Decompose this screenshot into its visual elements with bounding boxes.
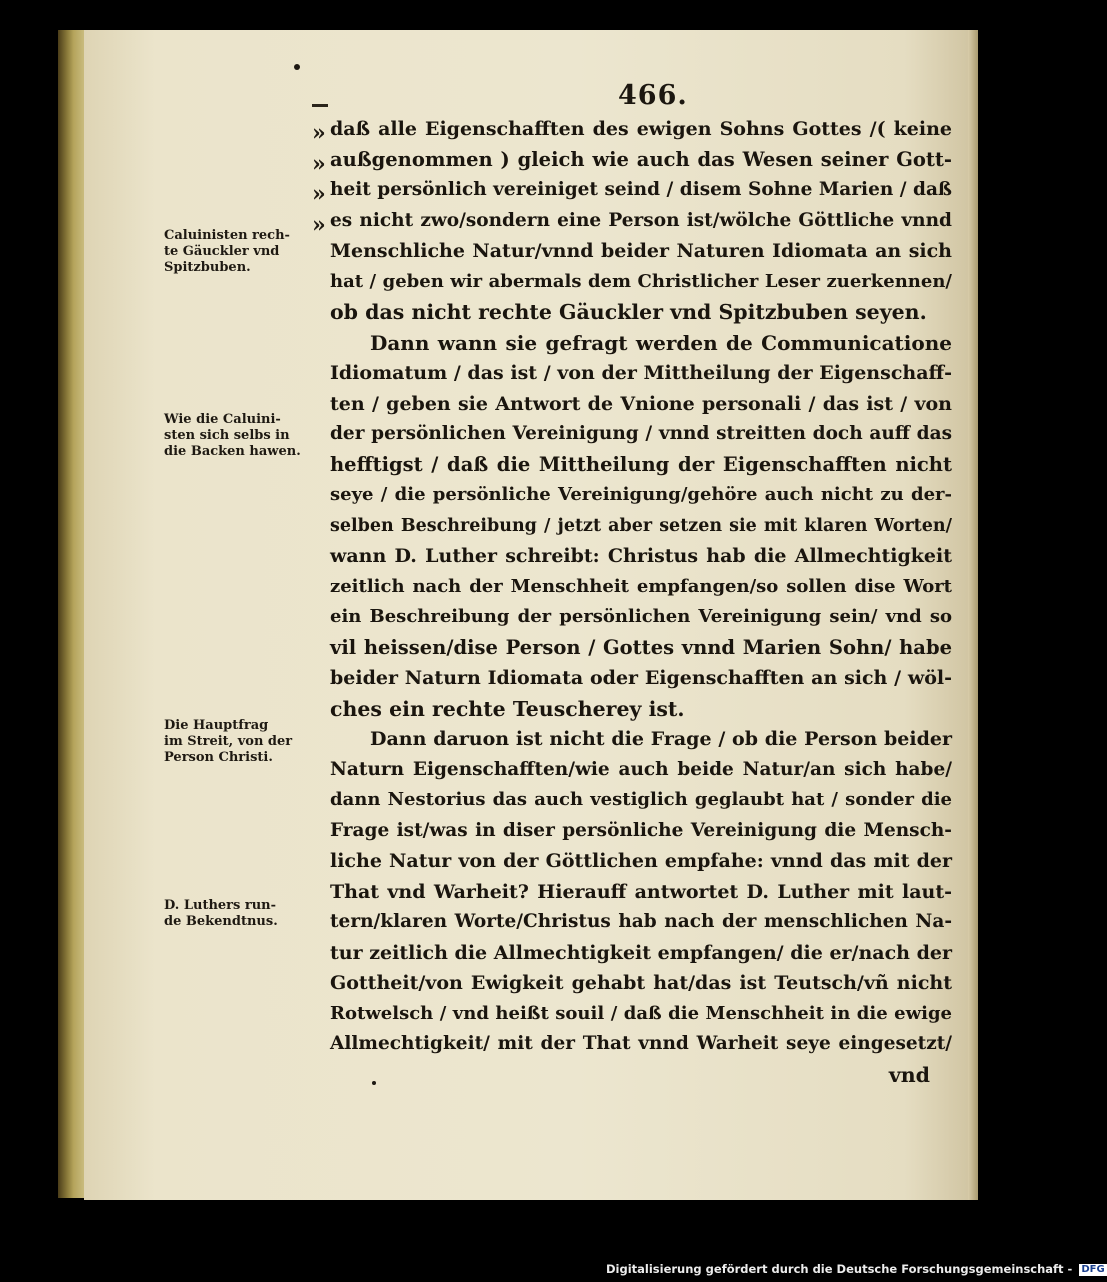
body-line: es nicht zwo/sondern eine Person ist/wölche Göttliche vnnd xyxy=(330,209,952,231)
body-line: vil heissen/dise Person / Gottes vnnd Marien Sohn/ habe xyxy=(330,635,952,659)
body-line: hefftigst / daß die Mittheilung der Eigenschafften nicht xyxy=(330,452,952,476)
digitization-footer xyxy=(606,1262,1107,1276)
body-line: außgenommen ) gleich wie auch das Wesen seiner Gott- xyxy=(330,147,952,171)
dfg-logo-icon: DFG xyxy=(1081,1263,1105,1275)
margin-note-line: Wie die Caluini- xyxy=(164,412,281,427)
body-line: dann Nestorius das auch vestiglich geglaubt hat / sonder die xyxy=(330,789,952,810)
page-right-edge xyxy=(968,30,978,1200)
body-line: ten / geben sie Antwort de Vnione personali / das ist / von xyxy=(330,392,952,415)
margin-note-line: Die Hauptfrag xyxy=(164,718,269,733)
body-line: der persönlichen Vereinigung / vnnd streitten doch auff das xyxy=(330,423,952,444)
body-line: Idiomatum / das ist / von der Mittheilung der Eigenschaff- xyxy=(330,362,952,384)
body-line: selben Beschreibung / jetzt aber setzen sie mit klaren Worten/ xyxy=(330,515,952,536)
body-line: ches ein rechte Teuscherey ist. xyxy=(330,696,685,721)
body-line: daß alle Eigenschafften des ewigen Sohns Gottes /( keine xyxy=(330,118,952,140)
margin-note-luther-confession xyxy=(164,898,324,930)
margin-note-line: D. Luthers run- xyxy=(164,898,277,913)
margin-note-line: Caluinisten rech- xyxy=(164,228,290,243)
body-line: tur zeitlich die Allmechtigkeit empfangen/ die er/nach der xyxy=(330,941,952,964)
ink-speck xyxy=(294,64,300,70)
quote-mark: » xyxy=(312,120,326,146)
margin-note-self-contradiction xyxy=(164,412,324,460)
quote-mark: » xyxy=(312,150,326,177)
page-number: 466. xyxy=(618,80,688,111)
margin-note-calvinists xyxy=(164,228,324,276)
margin-note-line: sten sich selbs in xyxy=(164,428,290,443)
body-line: wann D. Luther schreibt: Christus hab die Allmechtigkeit xyxy=(330,545,952,567)
body-line: Gottheit/von Ewigkeit gehabt hat/das ist Teutsch/vñ nicht xyxy=(330,972,952,994)
ink-dash xyxy=(312,104,328,107)
margin-note-line: Person Christi. xyxy=(164,750,273,765)
margin-note-line: im Streit, von der xyxy=(164,734,293,749)
body-line: Rotwelsch / vnd heißt souil / daß die Menschheit in die ewige xyxy=(330,1002,952,1024)
body-line: That vnd Warheit? Hierauff antwortet D. Luther mit laut- xyxy=(330,880,952,903)
body-line: ein Beschreibung der persönlichen Vereinigung sein/ vnd so xyxy=(330,606,952,627)
body-line: hat / geben wir abermals dem Christlicher Leser zuerkennen/ xyxy=(330,270,952,292)
margin-note-line: Spitzbuben. xyxy=(164,260,251,275)
margin-note-line: de Bekendtnus. xyxy=(164,914,278,929)
book-binding-edge xyxy=(58,30,84,1198)
body-line: Frage ist/was in diser persönliche Vereinigung die Mensch- xyxy=(330,819,952,841)
body-line: liche Natur von der Göttlichen empfahe: vnnd das mit der xyxy=(330,850,952,872)
body-line: Naturn Eigenschafften/wie auch beide Natur/an sich habe/ xyxy=(330,758,952,780)
body-line: ob das nicht rechte Gäuckler vnd Spitzbuben seyen. xyxy=(330,300,927,324)
body-line: tern/klaren Worte/Christus hab nach der menschlichen Na- xyxy=(330,911,952,932)
body-line: Allmechtigkeit/ mit der That vnnd Warheit seye eingesetzt/ xyxy=(330,1033,952,1054)
quote-mark: » xyxy=(312,211,326,238)
body-line: Dann daruon ist nicht die Frage / ob die Person beider xyxy=(370,728,952,750)
body-line: zeitlich nach der Menschheit empfangen/so sollen dise Wort xyxy=(330,575,952,597)
body-line: vnd xyxy=(888,1062,930,1087)
body-line: beider Naturn Idiomata oder Eigenschafften an sich / wöl- xyxy=(330,667,952,689)
body-line: Menschliche Natur/vnnd beider Naturen Idiomata an sich xyxy=(330,240,952,262)
body-text-block xyxy=(330,114,952,1090)
margin-note-line: te Gäuckler vnd xyxy=(164,244,280,259)
body-line: seye / die persönliche Vereinigung/gehöre auch nicht zu der- xyxy=(330,484,952,505)
margin-note-line: die Backen hawen. xyxy=(164,444,301,459)
body-line: Dann wann sie gefragt werden de Communicatione xyxy=(370,330,952,355)
body-line: heit persönlich vereiniget seind / disem Sohne Marien / daß xyxy=(330,179,952,200)
funding-credit-text: Digitalisierung gefördert durch die Deutsche Forschungsgemeinschaft - xyxy=(606,1262,1073,1276)
quote-mark: » xyxy=(312,181,326,207)
margin-note-main-question xyxy=(164,718,324,766)
